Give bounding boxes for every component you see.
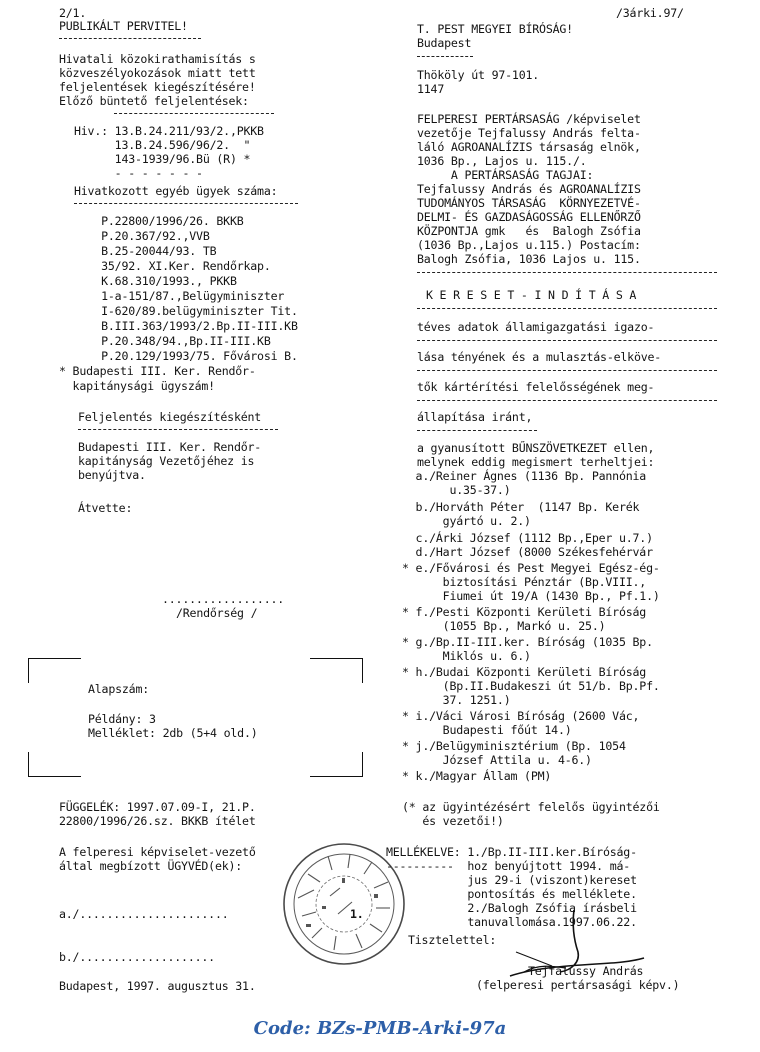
attachments-line: pontosítás és melléklete. [386, 887, 637, 901]
defendant-line: * g./Bp.II-III.ker. Bíróság (1035 Bp. [402, 635, 653, 649]
place-and-date: Budapest, 1997. augusztus 31. [59, 979, 256, 993]
defendant-line: biztosítási Pénztár (Bp.VIII., [402, 575, 647, 589]
lawyer-b-line: b./.................... [59, 950, 215, 964]
police-label: /Rendőrség / [176, 606, 258, 620]
defendants-intro-2: melynek eddig megismert terheltjei: [417, 455, 655, 469]
defendants-intro-1: a gyanusított BŰNSZÖVETKEZET ellen, [417, 441, 655, 455]
case-line: B.25-20044/93. TB [74, 244, 217, 258]
document-code: Code: BZs-PMB-Arki-97a [253, 1018, 507, 1039]
defendant-line: * f./Pesti Központi Kerületi Bíróság [402, 605, 647, 619]
case-line: 1-a-151/87.,Belügyminiszter [74, 289, 285, 303]
appendix-line-1: FÜGGELÉK: 1997.07.09-I, 21.P. [59, 800, 256, 814]
subject-underline-2 [417, 370, 717, 371]
box-corner-bottom-right [310, 752, 363, 777]
plaintiff-members-heading: A PERTÁRSASÁG TAGJAI: [417, 168, 594, 182]
attachment-count: Melléklet: 2db (5+4 old.) [88, 726, 258, 740]
plaintiff-line: KÖZPONTJA gmk és Balogh Zsófia [417, 224, 641, 238]
intro-line-1: Hivatali közokirathamisítás s [59, 52, 256, 66]
intro-line-4: Előző büntető feljelentések: [59, 94, 249, 108]
case-line: P.20.348/94.,Bp.II-III.KB [74, 334, 271, 348]
court-city: Budapest [417, 36, 472, 50]
defendant-line: * i./Váci Városi Bíróság (2600 Vác, [402, 709, 640, 723]
box-corner-top-right [310, 658, 363, 683]
case-line: K.68.310/1993., PKKB [74, 274, 237, 288]
document-heading: K E R E S E T - I N D Í T Á S A [426, 288, 637, 302]
heading-underline [417, 308, 717, 309]
hiv-line-1: Hiv.: 13.B.24.211/93/2.,PKKB [74, 124, 264, 138]
defendant-line: * j./Belügyminisztérium (Bp. 1054 [402, 739, 626, 753]
plaintiff-line: TUDOMÁNYOS TÁRSASÁG KÖRNYEZETVÉ- [417, 196, 641, 210]
defendant-line: a./Reiner Ágnes (1136 Bp. Pannónia [402, 469, 647, 483]
plaintiff-line: (1036 Bp.,Lajos u.115.) Postacím: [417, 238, 641, 252]
supplement-heading: Feljelentés kiegészítésként [78, 410, 262, 424]
supplement-line-2: kapitányság Vezetőjéhez is [78, 454, 255, 468]
hiv-line-3: 143-1939/96.Bü (R) * [74, 152, 251, 166]
case-line: B.III.363/1993/2.Bp.II-III.KB [74, 319, 298, 333]
defendant-line: * h./Budai Központi Kerületi Bíróság [402, 665, 647, 679]
defendant-line: 37. 1251.) [402, 693, 511, 707]
subject-underline-1 [417, 340, 717, 341]
defendant-line: (Bp.II.Budakeszi út 51/b. Bp.Pf. [402, 679, 660, 693]
defendant-line: c./Árki József (1112 Bp.,Eper u.7.) [402, 531, 653, 545]
base-number-label: Alapszám: [88, 682, 150, 696]
plaintiff-line: vezetője Tejfalussy András felta- [417, 126, 641, 140]
defendant-line: Budapesti főút 14.) [402, 723, 572, 737]
case-line: P.22800/1996/26. BKKB [74, 214, 244, 228]
defendant-line: Fiumei út 19/A (1430 Bp., Pf.1.) [402, 589, 660, 603]
court-postcode: 1147 [417, 82, 445, 96]
note-line-2: és vezetői!) [402, 814, 504, 828]
lawyer-a-line: a./...................... [59, 907, 229, 921]
defendant-line: * e./Fővárosi és Pest Megyei Egész-ég- [402, 561, 660, 575]
supplement-line-3: benyújtva. [78, 468, 146, 482]
stamp-number: 1. [350, 907, 364, 921]
subject-underline-3 [417, 400, 717, 401]
defendant-line: gyártó u. 2.) [402, 514, 531, 528]
received-by: Átvette: [78, 501, 133, 515]
signer-name: Tejfalussy András [528, 964, 644, 978]
attachments-line: 2./Balogh Zsófia írásbeli [386, 901, 637, 915]
hiv-line-2: 13.B.24.596/96/2. " [74, 138, 251, 152]
lawyer-line-2: által megbízott ÜGYVÉD(ek): [59, 859, 243, 873]
left-title: PUBLIKÁLT PERVITEL! [59, 19, 188, 33]
copy-count: Példány: 3 [88, 712, 156, 726]
case-line: I-620/89.belügyminiszter Tit. [74, 304, 298, 318]
subject-line-1: téves adatok államigazgatási igazo- [417, 320, 655, 334]
intro-line-2: közveszélyokozások miatt tett [59, 66, 256, 80]
lawyer-line-1: A felperesi képviselet-vezető [59, 845, 256, 859]
subject-line-2: lása tényének és a mulasztás-elköve- [417, 350, 662, 364]
plaintiff-line: láló AGROANALÍZIS társaság elnök, [417, 140, 641, 154]
court-underline [417, 56, 473, 57]
plaintiff-line: Balogh Zsófia, 1036 Lajos u. 115. [417, 252, 641, 266]
page-reference: 2/1. [59, 6, 87, 20]
defendant-line: Miklós u. 6.) [402, 649, 531, 663]
defendant-line: u.35-37.) [402, 483, 511, 497]
signer-role: (felperesi pertársasági képv.) [476, 978, 680, 992]
supplement-line-1: Budapesti III. Ker. Rendőr- [78, 440, 262, 454]
plaintiff-underline [417, 272, 717, 273]
box-corner-top-left [28, 658, 81, 683]
case-line-starred-cont: kapitánysági ügyszám! [59, 379, 215, 393]
attachments-line: jus 29-i (viszont)kereset [386, 873, 637, 887]
defendant-line: b./Horváth Péter (1147 Bp. Kerék [402, 500, 640, 514]
police-dots: .................. [162, 592, 285, 606]
case-reference: /3árki.97/ [616, 6, 684, 20]
case-line: P.20.129/1993/75. Fővárosi B. [74, 349, 298, 363]
title-underline [59, 38, 201, 39]
subject-line-3: tők kártérítési felelősségének meg- [417, 380, 655, 394]
intro-line-3: feljelentések kiegészítésére! [59, 80, 256, 94]
hiv-line-4: - - - - - - - [74, 166, 203, 180]
case-line: 35/92. XI.Ker. Rendőrkap. [74, 259, 271, 273]
subject-underline-4 [417, 430, 537, 431]
attachments-line: tanuvallomása.1997.06.22. [386, 915, 637, 929]
plaintiff-line: FELPERESI PERTÁRSASÁG /képviselet [417, 112, 641, 126]
case-line-starred: * Budapesti III. Ker. Rendőr- [59, 364, 256, 378]
intro-underline [114, 113, 274, 114]
regards: Tisztelettel: [408, 933, 497, 947]
plaintiff-line: DELMI- ÉS GAZDASÁGOSSÁG ELLENŐRZŐ [417, 210, 641, 224]
plaintiff-line: 1036 Bp., Lajos u. 115./. [417, 154, 587, 168]
court-street: Thököly út 97-101. [417, 68, 540, 82]
defendant-line: d./Hart József (8000 Székesfehérvár [402, 545, 653, 559]
defendant-line: * k./Magyar Állam (PM) [402, 769, 552, 783]
defendant-line: József Attila u. 4-6.) [402, 753, 592, 767]
box-corner-bottom-left [28, 752, 81, 777]
subject-line-4: állapítása iránt, [417, 410, 533, 424]
note-line-1: (* az ügyintézésért felelős ügyintézői [402, 800, 660, 814]
signature-icon [504, 906, 654, 984]
supplement-underline [78, 429, 278, 430]
appendix-line-2: 22800/1996/26.sz. BKKB ítélet [59, 814, 256, 828]
other-cases-underline [74, 203, 298, 204]
plaintiff-line: Tejfalussy András és AGROANALÍZIS [417, 182, 641, 196]
other-cases-heading: Hivatkozott egyéb ügyek száma: [74, 184, 278, 198]
attachments-line: ---------- hoz benyújtott 1994. má- [386, 859, 631, 873]
defendant-line: (1055 Bp., Markó u. 25.) [402, 619, 606, 633]
case-line: P.20.367/92.,VVB [74, 229, 210, 243]
attachments-line: MELLÉKELVE: 1./Bp.II-III.ker.Bíróság- [386, 845, 637, 859]
court-name: T. PEST MEGYEI BÍRÓSÁG! [417, 22, 573, 36]
